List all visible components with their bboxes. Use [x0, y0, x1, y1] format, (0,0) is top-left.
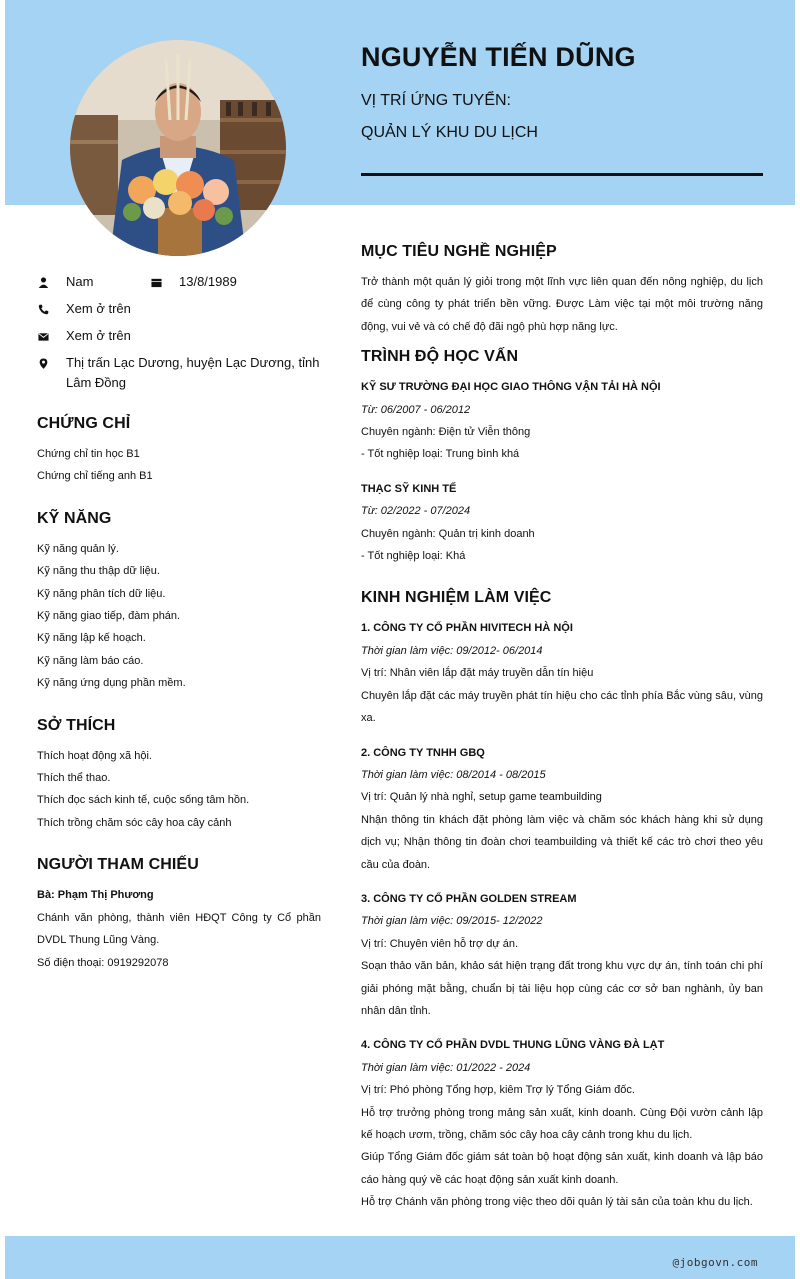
- experience-detail: Vị trí: Nhân viên lắp đặt máy truyền dẫn tín hiệu: [361, 667, 594, 680]
- position-value: QUẢN LÝ KHU DU LỊCH: [361, 124, 538, 141]
- education-period: Từ: 02/2022 - 07/2024: [361, 505, 471, 518]
- education-major: Chuyên ngành: Điện tử Viễn thông: [361, 426, 531, 439]
- list-item: Chứng chỉ tiếng anh B1: [37, 470, 153, 483]
- birthday-text: 13/8/1989: [179, 274, 237, 289]
- experience-period: Thời gian làm việc: 01/2022 - 2024: [361, 1061, 531, 1074]
- education-school: THẠC SỸ KINH TẾ: [361, 482, 457, 495]
- list-item: Thích đọc sách kinh tế, cuộc sống tâm hồn.: [37, 794, 250, 807]
- reference-phone: Số điện thoại: 0919292078: [37, 956, 169, 969]
- experience-detail: Soạn thảo văn bản, khảo sát hiện trạng đất trong khu vực dự án, tính toán chi phí giải phóng mặt bằng, chuẩn bị tài liệu họp cùng các cơ sở ban nghành, ủy ban nhân dân tỉnh.: [361, 960, 763, 1017]
- experience-title: KINH NGHIỆM LÀM VIỆC: [361, 589, 552, 607]
- education-period: Từ: 06/2007 - 06/2012: [361, 403, 471, 416]
- objective-text: Trở thành một quản lý giỏi trong một lĩnh vực liên quan đến nông nghiệp, du lịch để cùng công ty phát triển bền vững. Được Làm việc tại một môi trường năng động, vui vẻ và có chế độ đãi ngộ phù hợp năng lực.: [361, 276, 763, 333]
- experience-item: [361, 888, 763, 1022]
- list-item: Chứng chỉ tin học B1: [37, 448, 140, 460]
- experience-detail: Giúp Tổng Giám đốc giám sát toàn bộ hoạt động sản xuất, kinh doanh và lập báo cáo hàng quý về các hoạt động sản xuất kinh doanh.: [361, 1151, 763, 1186]
- experience-company: 3. CÔNG TY CỔ PHẦN GOLDEN STREAM: [361, 892, 577, 905]
- phone-text: Xem ở trên: [66, 301, 131, 316]
- list-item: Kỹ năng giao tiếp, đàm phán.: [37, 610, 181, 623]
- location-pin-icon: [37, 353, 49, 373]
- education-grade: - Tốt nghiệp loại: Trung bình khá: [361, 448, 520, 461]
- left-column: [37, 272, 321, 974]
- list-item: Kỹ năng ứng dụng phần mềm.: [37, 677, 186, 690]
- experience-detail: Vị trí: Chuyên viên hỗ trợ dự án.: [361, 937, 519, 950]
- gender-text: Nam: [66, 274, 94, 289]
- education-item: [361, 478, 763, 568]
- phone-row: [37, 299, 321, 319]
- list-item: Kỹ năng phân tích dữ liệu.: [37, 587, 166, 600]
- objective-title: MỤC TIÊU NGHỀ NGHIỆP: [361, 243, 557, 260]
- experience-detail: Vị trí: Quản lý nhà nghỉ, setup game teambuilding: [361, 791, 602, 804]
- list-item: Kỹ năng thu thập dữ liệu.: [37, 565, 160, 578]
- experience-item: [361, 617, 763, 729]
- experience-period: Thời gian làm việc: 08/2014 - 08/2015: [361, 768, 546, 781]
- experience-company: 4. CÔNG TY CỔ PHẦN DVDL THUNG LŨNG VÀNG ĐÀ LẠT: [361, 1039, 665, 1052]
- header-divider: [361, 173, 763, 176]
- address-row: [37, 353, 321, 393]
- calendar-icon: [150, 272, 162, 292]
- list-item: Kỹ năng lập kế hoạch.: [37, 632, 146, 645]
- experience-company: 1. CÔNG TY CỔ PHẦN HIVITECH HÀ NỘI: [361, 622, 573, 635]
- list-item: Kỹ năng quản lý.: [37, 542, 119, 555]
- reference-role: Chánh văn phòng, thành viên HĐQT Công ty Cổ phần DVDL Thung Lũng Vàng.: [37, 911, 321, 947]
- watermark-text: @jobgovn.com: [672, 1256, 758, 1269]
- experience-detail: Vị trí: Phó phòng Tổng hợp, kiêm Trợ lý Tổng Giám đốc.: [361, 1084, 635, 1097]
- right-column: [361, 243, 763, 1226]
- education-grade: - Tốt nghiệp loại: Khá: [361, 550, 466, 563]
- candidate-name: NGUYỄN TIẾN DŨNG: [361, 42, 636, 72]
- address-text: Thị trấn Lạc Dương, huyện Lạc Dương, tỉnh Lâm Đồng: [66, 355, 320, 390]
- experience-company: 2. CÔNG TY TNHH GBQ: [361, 746, 485, 759]
- hobbies-list: [37, 745, 321, 835]
- email-row: [37, 326, 321, 346]
- user-icon: [37, 272, 49, 292]
- mail-icon: [37, 326, 49, 346]
- experience-item: [361, 1034, 763, 1213]
- list-item: Kỹ năng làm báo cáo.: [37, 654, 144, 667]
- education-school: KỸ SƯ TRƯỜNG ĐẠI HỌC GIAO THÔNG VẬN TẢI HÀ NỘI: [361, 381, 661, 394]
- experience-period: Thời gian làm việc: 09/2015- 12/2022: [361, 915, 543, 928]
- experience-detail: Hỗ trợ trưởng phòng trong mảng sản xuất, kinh doanh. Cùng Đội vườn cảnh lập kế hoạch ươm, trồng, chăm sóc cây hoa cây cảnh trong khu du lịch.: [361, 1106, 763, 1141]
- list-item: Thích thể thao.: [37, 772, 111, 785]
- reference-title: NGƯỜI THAM CHIẾU: [37, 856, 199, 874]
- experience-period: Thời gian làm việc: 09/2012- 06/2014: [361, 644, 543, 657]
- experience-detail: Hỗ trợ Chánh văn phòng trong việc theo dõi quản lý tài sản của toàn khu du lịch.: [361, 1196, 753, 1209]
- experience-detail: Nhận thông tin khách đặt phòng làm việc và chăm sóc khách hàng khi sử dụng dịch vụ; Nhận thông tin đoàn chơi teambuilding và thiết kế các trò chơi theo yêu cầu của đoàn.: [361, 813, 763, 871]
- skills-title: KỸ NĂNG: [37, 509, 112, 527]
- gender-birthday-row: [37, 272, 321, 292]
- email-text: Xem ở trên: [66, 328, 131, 343]
- list-item: Thích trồng chăm sóc cây hoa cây cảnh: [37, 816, 232, 829]
- list-item: Thích hoạt động xã hội.: [37, 749, 152, 762]
- reference-name: Bà: Phạm Thị Phương: [37, 889, 154, 902]
- certificates-title: CHỨNG CHỈ: [37, 415, 131, 432]
- profile-photo: [70, 40, 286, 256]
- hobbies-title: SỞ THÍCH: [37, 716, 116, 734]
- experience-detail: Chuyên lắp đặt các máy truyền phát tín hiệu cho các tỉnh phía Bắc vùng sâu, vùng xa.: [361, 689, 763, 725]
- reference-block: [37, 884, 321, 974]
- certificates-list: [37, 443, 321, 488]
- position-label: VỊ TRÍ ỨNG TUYỂN:: [361, 92, 511, 109]
- phone-icon: [37, 299, 49, 319]
- education-title: TRÌNH ĐỘ HỌC VẤN: [361, 348, 519, 366]
- footer-band: [5, 1236, 795, 1279]
- education-item: [361, 376, 763, 466]
- education-major: Chuyên ngành: Quản trị kinh doanh: [361, 527, 535, 540]
- experience-item: [361, 742, 763, 876]
- skills-list: [37, 538, 321, 695]
